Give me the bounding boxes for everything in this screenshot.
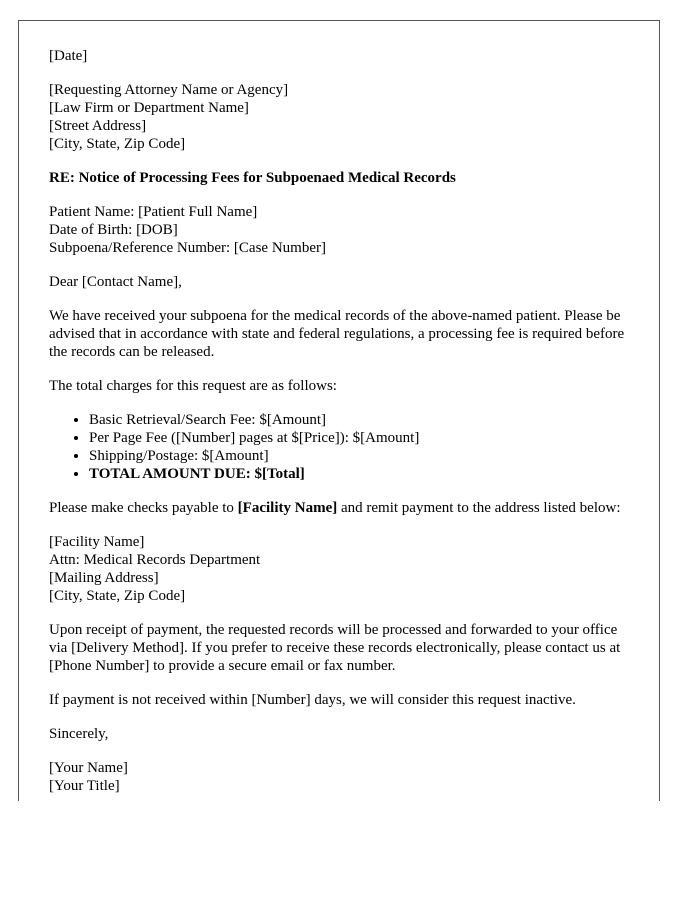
- recipient-address: [49, 81, 639, 153]
- fee-item: • Basic Retrieval/Search Fee: $[Amount]: [89, 411, 639, 429]
- letter-page: [18, 20, 660, 801]
- fee-item: • Per Page Fee ([Number] pages at $[Price]): $[Amount]: [89, 429, 639, 447]
- remit-line: [Facility Name]: [49, 534, 145, 550]
- patient-info: [49, 203, 639, 257]
- subject-line: RE: Notice of Processing Fees for Subpoenaed Medical Records: [49, 170, 456, 186]
- signature-block: [49, 759, 639, 795]
- signature-name: [Your Name]: [49, 760, 128, 776]
- fee-item: • Shipping/Postage: $[Amount]: [89, 447, 639, 465]
- remit-line: [City, State, Zip Code]: [49, 588, 186, 604]
- payment-prefix: Please make checks payable to: [49, 500, 238, 516]
- intro-paragraph: We have received your subpoena for the medical records of the above-named patient. Please be advised that in accordance with state and federal regulations, a processing fee is required before the records can be released.: [49, 308, 625, 360]
- signature-title: [Your Title]: [49, 778, 120, 794]
- remit-address: [49, 533, 639, 605]
- total-due-item: • TOTAL AMOUNT DUE: $[Total]: [89, 465, 639, 483]
- salutation: Dear [Contact Name],: [49, 274, 182, 290]
- remit-line: [Mailing Address]: [49, 570, 159, 586]
- remit-line: Attn: Medical Records Department: [49, 552, 261, 568]
- letter-date-block: [49, 47, 639, 65]
- recipient-line: [City, State, Zip Code]: [49, 136, 186, 152]
- delivery-paragraph: Upon receipt of payment, the requested records will be processed and forwarded to your office via [Delivery Method]. If you prefer to receive these records electronically, please contact us at [Phone Number] to provide a secure email or fax number.: [49, 622, 621, 674]
- inactive-notice: If payment is not received within [Number] days, we will consider this request inactive.: [49, 692, 576, 708]
- letter-body: [49, 47, 639, 801]
- subject-block: [49, 169, 639, 187]
- letter-date: [Date]: [49, 48, 88, 64]
- recipient-line: [Requesting Attorney Name or Agency]: [49, 82, 289, 98]
- charges-intro: The total charges for this request are as follows:: [49, 378, 337, 394]
- closing-block: [49, 725, 639, 743]
- salutation-block: [49, 273, 639, 291]
- payment-suffix: and remit payment to the address listed below:: [337, 500, 621, 516]
- closing: Sincerely,: [49, 726, 109, 742]
- recipient-line: [Street Address]: [49, 118, 147, 134]
- case-number: Subpoena/Reference Number: [Case Number]: [49, 240, 326, 256]
- fee-list: [49, 411, 639, 483]
- payment-instructions: [49, 499, 639, 517]
- patient-name: Patient Name: [Patient Full Name]: [49, 204, 258, 220]
- recipient-line: [Law Firm or Department Name]: [49, 100, 249, 116]
- payment-payee: [Facility Name]: [237, 500, 338, 516]
- patient-dob: Date of Birth: [DOB]: [49, 222, 178, 238]
